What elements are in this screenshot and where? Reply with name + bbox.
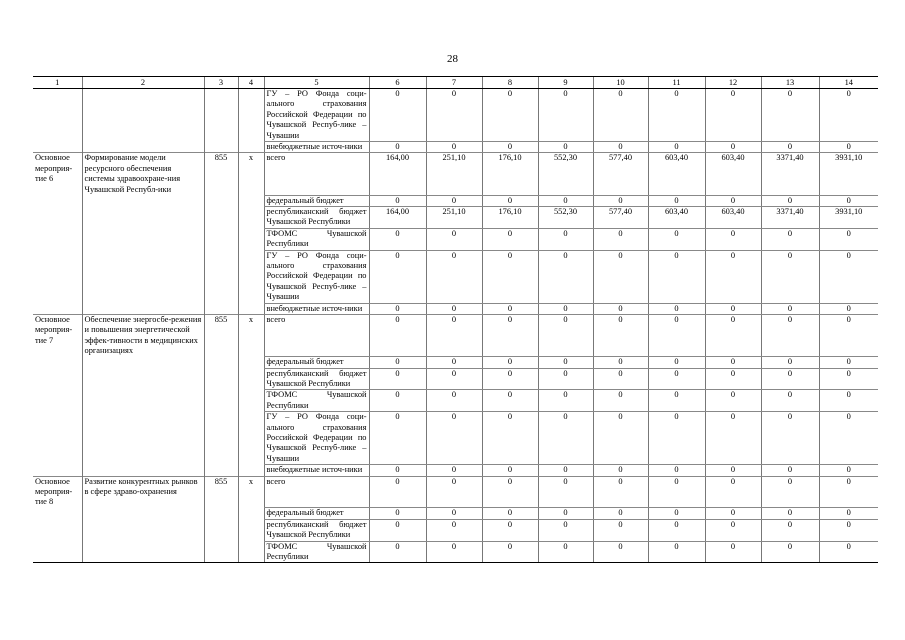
activity-name-cell	[33, 519, 82, 541]
funding-source-cell: внебюджетные источ-ники	[264, 465, 369, 476]
column-number-header: 1	[33, 77, 82, 89]
administrator-code-cell	[204, 228, 238, 250]
column-number-header: 7	[426, 77, 482, 89]
amount-cell: 0	[648, 368, 705, 390]
column-number-row	[33, 77, 878, 89]
amount-cell: 0	[705, 541, 761, 563]
administrator-code-cell: 855	[204, 476, 238, 508]
funding-source-cell: всего	[264, 315, 369, 357]
funding-source-cell: федеральный бюджет	[264, 357, 369, 368]
amount-cell: 552,30	[538, 206, 593, 228]
amount-cell: 577,40	[593, 206, 648, 228]
amount-cell: 0	[426, 357, 482, 368]
code-cell: x	[238, 315, 264, 357]
amount-cell: 603,40	[705, 153, 761, 195]
table-row	[33, 315, 878, 357]
activity-name-cell	[33, 89, 82, 142]
code-cell	[238, 357, 264, 368]
code-cell: x	[238, 153, 264, 195]
amount-cell: 0	[593, 250, 648, 303]
funding-source-cell: ГУ – РО Фонда соци-альнoго страхования Российской Федерации по Чувашской Респуб-лике – Чувашии	[264, 89, 369, 142]
funding-source-cell: федеральный бюджет	[264, 508, 369, 519]
amount-cell: 0	[819, 368, 878, 390]
activity-description-cell	[82, 368, 204, 390]
amount-cell: 0	[761, 142, 819, 153]
amount-cell: 0	[819, 508, 878, 519]
column-number-header: 2	[82, 77, 204, 89]
amount-cell: 0	[482, 465, 538, 476]
activity-name-cell	[33, 390, 82, 412]
funding-source-cell: республиканский бюджет Чувашской Республики	[264, 206, 369, 228]
amount-cell: 176,10	[482, 153, 538, 195]
funding-source-cell: ГУ – РО Фонда соци-альнoго страхования Российской Федерации по Чувашской Респуб-лике – Чувашии	[264, 412, 369, 465]
amount-cell: 0	[705, 390, 761, 412]
table-row	[33, 250, 878, 303]
amount-cell: 0	[648, 89, 705, 142]
amount-cell: 552,30	[538, 153, 593, 195]
table-row	[33, 390, 878, 412]
activity-name-cell	[33, 368, 82, 390]
amount-cell: 0	[761, 519, 819, 541]
amount-cell: 0	[819, 195, 878, 206]
activity-description-cell	[82, 228, 204, 250]
amount-cell: 0	[593, 508, 648, 519]
amount-cell: 0	[761, 357, 819, 368]
amount-cell: 0	[819, 357, 878, 368]
page-number: 28	[447, 53, 458, 65]
code-cell	[238, 250, 264, 303]
column-number-header: 14	[819, 77, 878, 89]
amount-cell: 0	[426, 390, 482, 412]
amount-cell: 0	[482, 315, 538, 357]
amount-cell: 0	[648, 315, 705, 357]
table-row	[33, 368, 878, 390]
amount-cell: 603,40	[648, 153, 705, 195]
table-row	[33, 412, 878, 465]
funding-source-cell: ТФОМС Чувашской Республики	[264, 228, 369, 250]
amount-cell: 164,00	[369, 206, 426, 228]
administrator-code-cell	[204, 195, 238, 206]
amount-cell: 164,00	[369, 153, 426, 195]
amount-cell: 0	[482, 303, 538, 314]
amount-cell: 0	[482, 541, 538, 563]
code-cell	[238, 508, 264, 519]
amount-cell: 0	[648, 250, 705, 303]
amount-cell: 0	[426, 519, 482, 541]
amount-cell: 0	[648, 465, 705, 476]
amount-cell: 3931,10	[819, 206, 878, 228]
amount-cell: 0	[482, 89, 538, 142]
amount-cell: 0	[648, 508, 705, 519]
code-cell	[238, 206, 264, 228]
funding-source-cell: федеральный бюджет	[264, 195, 369, 206]
amount-cell: 0	[819, 465, 878, 476]
activity-name-cell: Основное мероприя-тие 8	[33, 476, 82, 508]
code-cell	[238, 228, 264, 250]
activity-description-cell	[82, 89, 204, 142]
amount-cell: 0	[761, 195, 819, 206]
amount-cell: 0	[369, 541, 426, 563]
table-row	[33, 89, 878, 142]
amount-cell: 0	[369, 476, 426, 508]
amount-cell: 0	[426, 228, 482, 250]
amount-cell: 0	[705, 195, 761, 206]
activity-name-cell	[33, 541, 82, 563]
amount-cell: 0	[593, 142, 648, 153]
amount-cell: 0	[482, 195, 538, 206]
activity-name-cell: Основное мероприя-тие 7	[33, 315, 82, 357]
amount-cell: 0	[593, 89, 648, 142]
amount-cell: 3371,40	[761, 153, 819, 195]
activity-description-cell: Формирование модели ресурсного обеспечения системы здравоохране-ния Чувашской Республ-ики	[82, 153, 204, 195]
funding-source-cell: ТФОМС Чувашской Республики	[264, 541, 369, 563]
table-row	[33, 228, 878, 250]
amount-cell: 0	[538, 195, 593, 206]
amount-cell: 0	[482, 519, 538, 541]
column-number-header: 11	[648, 77, 705, 89]
activity-description-cell	[82, 465, 204, 476]
table-row	[33, 508, 878, 519]
funding-source-cell: внебюджетные источ-ники	[264, 142, 369, 153]
amount-cell: 0	[538, 390, 593, 412]
table-row	[33, 153, 878, 195]
amount-cell: 0	[761, 465, 819, 476]
activity-description-cell	[82, 303, 204, 314]
amount-cell: 0	[593, 368, 648, 390]
amount-cell: 0	[761, 476, 819, 508]
amount-cell: 0	[482, 476, 538, 508]
amount-cell: 0	[426, 89, 482, 142]
funding-source-cell: всего	[264, 476, 369, 508]
administrator-code-cell	[204, 206, 238, 228]
activity-name-cell	[33, 508, 82, 519]
column-number-header: 10	[593, 77, 648, 89]
amount-cell: 0	[761, 228, 819, 250]
amount-cell: 0	[648, 195, 705, 206]
activity-description-cell	[82, 508, 204, 519]
amount-cell: 0	[648, 142, 705, 153]
amount-cell: 0	[593, 390, 648, 412]
amount-cell: 0	[482, 412, 538, 465]
amount-cell: 0	[705, 412, 761, 465]
amount-cell: 0	[426, 315, 482, 357]
code-cell	[238, 195, 264, 206]
amount-cell: 0	[761, 315, 819, 357]
activity-description-cell	[82, 519, 204, 541]
amount-cell: 0	[705, 315, 761, 357]
funding-source-cell: республиканский бюджет Чувашской Республики	[264, 519, 369, 541]
amount-cell: 0	[538, 357, 593, 368]
amount-cell: 3931,10	[819, 153, 878, 195]
funding-source-cell: ТФОМС Чувашской Республики	[264, 390, 369, 412]
activity-name-cell	[33, 195, 82, 206]
amount-cell: 0	[538, 412, 593, 465]
amount-cell: 0	[705, 89, 761, 142]
amount-cell: 0	[761, 368, 819, 390]
amount-cell: 0	[369, 142, 426, 153]
activity-name-cell	[33, 412, 82, 465]
amount-cell: 0	[369, 412, 426, 465]
amount-cell: 0	[482, 508, 538, 519]
funding-source-cell: республиканский бюджет Чувашской Республики	[264, 368, 369, 390]
amount-cell: 0	[705, 476, 761, 508]
administrator-code-cell	[204, 412, 238, 465]
activity-description-cell: Развитие конкурентных рынков в сфере здраво-охранения	[82, 476, 204, 508]
administrator-code-cell	[204, 541, 238, 563]
administrator-code-cell	[204, 250, 238, 303]
amount-cell: 0	[648, 476, 705, 508]
amount-cell: 0	[593, 465, 648, 476]
amount-cell: 0	[593, 357, 648, 368]
activity-name-cell	[33, 142, 82, 153]
activity-description-cell	[82, 541, 204, 563]
activity-description-cell	[82, 412, 204, 465]
amount-cell: 0	[369, 303, 426, 314]
amount-cell: 0	[426, 142, 482, 153]
amount-cell: 0	[648, 519, 705, 541]
amount-cell: 0	[538, 250, 593, 303]
code-cell	[238, 519, 264, 541]
amount-cell: 0	[593, 476, 648, 508]
amount-cell: 0	[761, 541, 819, 563]
activity-description-cell	[82, 390, 204, 412]
table-row	[33, 206, 878, 228]
amount-cell: 251,10	[426, 206, 482, 228]
funding-source-cell: всего	[264, 153, 369, 195]
amount-cell: 0	[819, 142, 878, 153]
amount-cell: 0	[369, 508, 426, 519]
code-cell	[238, 390, 264, 412]
table-body	[33, 89, 878, 563]
table-row	[33, 519, 878, 541]
code-cell	[238, 89, 264, 142]
amount-cell: 0	[705, 508, 761, 519]
amount-cell: 0	[482, 228, 538, 250]
amount-cell: 0	[538, 541, 593, 563]
amount-cell: 0	[593, 303, 648, 314]
funding-source-cell: внебюджетные источ-ники	[264, 303, 369, 314]
administrator-code-cell	[204, 303, 238, 314]
amount-cell: 0	[705, 357, 761, 368]
administrator-code-cell	[204, 465, 238, 476]
amount-cell: 0	[426, 250, 482, 303]
amount-cell: 0	[593, 315, 648, 357]
amount-cell: 0	[593, 541, 648, 563]
amount-cell: 0	[369, 390, 426, 412]
code-cell	[238, 465, 264, 476]
amount-cell: 0	[648, 541, 705, 563]
amount-cell: 0	[819, 315, 878, 357]
amount-cell: 0	[819, 228, 878, 250]
activity-name-cell	[33, 357, 82, 368]
table-row	[33, 476, 878, 508]
activity-description-cell	[82, 195, 204, 206]
administrator-code-cell: 855	[204, 315, 238, 357]
amount-cell: 0	[369, 315, 426, 357]
amount-cell: 0	[538, 315, 593, 357]
amount-cell: 0	[761, 250, 819, 303]
amount-cell: 0	[538, 368, 593, 390]
amount-cell: 0	[369, 228, 426, 250]
amount-cell: 0	[593, 195, 648, 206]
amount-cell: 0	[538, 89, 593, 142]
administrator-code-cell	[204, 357, 238, 368]
administrator-code-cell	[204, 519, 238, 541]
amount-cell: 251,10	[426, 153, 482, 195]
amount-cell: 0	[761, 508, 819, 519]
amount-cell: 0	[482, 250, 538, 303]
table-row	[33, 142, 878, 153]
amount-cell: 0	[819, 390, 878, 412]
amount-cell: 0	[648, 357, 705, 368]
administrator-code-cell	[204, 142, 238, 153]
activity-name-cell	[33, 228, 82, 250]
amount-cell: 0	[538, 303, 593, 314]
amount-cell: 0	[705, 228, 761, 250]
code-cell: x	[238, 476, 264, 508]
column-number-header: 5	[264, 77, 369, 89]
amount-cell: 0	[705, 519, 761, 541]
amount-cell: 0	[705, 250, 761, 303]
amount-cell: 3371,40	[761, 206, 819, 228]
administrator-code-cell	[204, 390, 238, 412]
amount-cell: 0	[593, 228, 648, 250]
amount-cell: 0	[705, 368, 761, 390]
amount-cell: 0	[426, 508, 482, 519]
amount-cell: 0	[538, 519, 593, 541]
activity-description-cell	[82, 250, 204, 303]
column-number-header: 9	[538, 77, 593, 89]
column-number-header: 4	[238, 77, 264, 89]
administrator-code-cell: 855	[204, 153, 238, 195]
administrator-code-cell	[204, 508, 238, 519]
code-cell	[238, 541, 264, 563]
amount-cell: 0	[426, 303, 482, 314]
table-row	[33, 541, 878, 563]
amount-cell: 0	[426, 465, 482, 476]
table-row	[33, 303, 878, 314]
amount-cell: 0	[538, 508, 593, 519]
amount-cell: 0	[369, 519, 426, 541]
amount-cell: 0	[705, 465, 761, 476]
amount-cell: 0	[369, 89, 426, 142]
amount-cell: 0	[819, 412, 878, 465]
amount-cell: 0	[648, 303, 705, 314]
amount-cell: 0	[819, 303, 878, 314]
amount-cell: 0	[648, 228, 705, 250]
budget-table	[33, 76, 878, 563]
amount-cell: 0	[761, 390, 819, 412]
activity-name-cell	[33, 465, 82, 476]
amount-cell: 0	[426, 368, 482, 390]
amount-cell: 0	[482, 390, 538, 412]
amount-cell: 0	[819, 250, 878, 303]
administrator-code-cell	[204, 368, 238, 390]
amount-cell: 0	[482, 368, 538, 390]
code-cell	[238, 368, 264, 390]
amount-cell: 0	[369, 465, 426, 476]
amount-cell: 0	[426, 476, 482, 508]
amount-cell: 0	[819, 519, 878, 541]
amount-cell: 603,40	[705, 206, 761, 228]
amount-cell: 0	[369, 368, 426, 390]
amount-cell: 0	[482, 357, 538, 368]
activity-name-cell: Основное мероприя-тие 6	[33, 153, 82, 195]
activity-name-cell	[33, 303, 82, 314]
amount-cell: 0	[369, 195, 426, 206]
amount-cell: 176,10	[482, 206, 538, 228]
amount-cell: 0	[593, 412, 648, 465]
amount-cell: 0	[761, 303, 819, 314]
column-number-header: 13	[761, 77, 819, 89]
table-row	[33, 195, 878, 206]
column-number-header: 8	[482, 77, 538, 89]
activity-name-cell	[33, 206, 82, 228]
funding-source-cell: ГУ – РО Фонда соци-альнoго страхования Российской Федерации по Чувашской Респуб-лике – Чувашии	[264, 250, 369, 303]
code-cell	[238, 412, 264, 465]
amount-cell: 0	[538, 228, 593, 250]
activity-description-cell	[82, 357, 204, 368]
amount-cell: 577,40	[593, 153, 648, 195]
amount-cell: 0	[538, 465, 593, 476]
amount-cell: 0	[426, 541, 482, 563]
amount-cell: 0	[648, 412, 705, 465]
amount-cell: 0	[819, 476, 878, 508]
column-number-header: 12	[705, 77, 761, 89]
amount-cell: 603,40	[648, 206, 705, 228]
code-cell	[238, 303, 264, 314]
amount-cell: 0	[648, 390, 705, 412]
amount-cell: 0	[538, 476, 593, 508]
administrator-code-cell	[204, 89, 238, 142]
amount-cell: 0	[426, 195, 482, 206]
column-number-header: 3	[204, 77, 238, 89]
amount-cell: 0	[705, 142, 761, 153]
amount-cell: 0	[593, 519, 648, 541]
amount-cell: 0	[819, 89, 878, 142]
activity-name-cell	[33, 250, 82, 303]
amount-cell: 0	[705, 303, 761, 314]
activity-description-cell	[82, 206, 204, 228]
amount-cell: 0	[538, 142, 593, 153]
amount-cell: 0	[761, 89, 819, 142]
amount-cell: 0	[426, 412, 482, 465]
amount-cell: 0	[482, 142, 538, 153]
amount-cell: 0	[819, 541, 878, 563]
activity-description-cell	[82, 142, 204, 153]
amount-cell: 0	[369, 250, 426, 303]
column-number-header: 6	[369, 77, 426, 89]
table-row	[33, 465, 878, 476]
amount-cell: 0	[369, 357, 426, 368]
code-cell	[238, 142, 264, 153]
amount-cell: 0	[761, 412, 819, 465]
table-row	[33, 357, 878, 368]
activity-description-cell: Обеспечение энергосбе-режения и повышения энергетической эффек-тивности в медицинских организациях	[82, 315, 204, 357]
